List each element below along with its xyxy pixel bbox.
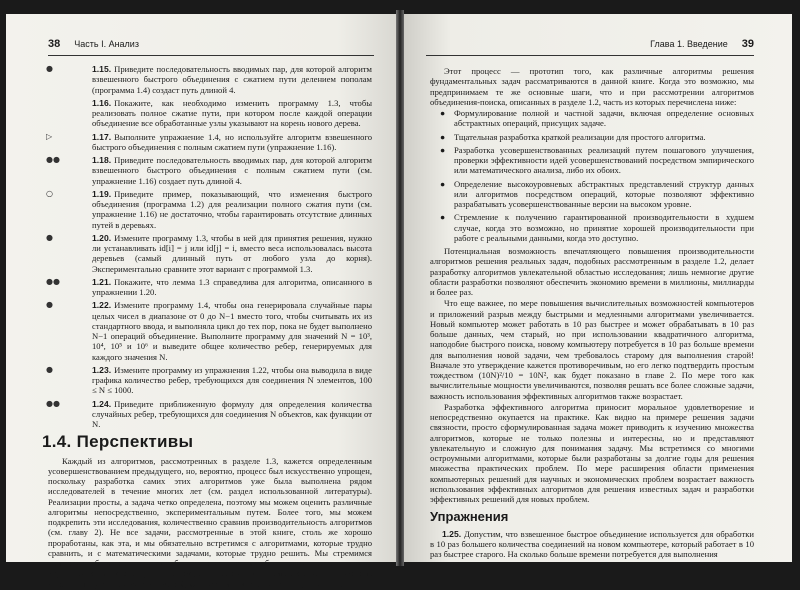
exercise-number: 1.18. bbox=[92, 155, 112, 165]
exercise-item bbox=[430, 529, 754, 560]
exercise-item bbox=[48, 399, 372, 430]
right-header-rule bbox=[426, 55, 754, 56]
left-page bbox=[6, 14, 396, 589]
left-chapter-title: Часть I. Анализ bbox=[74, 39, 139, 49]
exercise-number: 1.20. bbox=[92, 232, 112, 243]
exercise-text: Выполните упражнение 1.4, но используйте алгоритм взвешенного быстрого объединения с полным сжатием пути (упражнение 1.16). bbox=[92, 131, 372, 152]
bullet-list bbox=[430, 108, 754, 243]
exercise-item bbox=[48, 98, 372, 129]
left-exercise-list bbox=[48, 64, 372, 429]
exercise-text: Измените программу 1.3, чтобы в ней для принятия решения, нужно ли устанавливать id[i] = j или id[j] = i, вместо веса использовалась высота деревьев (самый длинный путь от любого узла до корня). Экспериментально сравните этот вариант с программой 1.3. bbox=[92, 232, 372, 274]
exercise-text: Приведите последовательность вводимых пар, для которой алгоритм взвешенного быстрого объединения с полным сжатием пути (см. упражнение 1.16) создает путь длиной 4. bbox=[92, 155, 372, 186]
difficulty-mark: ● bbox=[46, 64, 53, 73]
exercise-text: Допустим, что взвешенное быстрое объединение используется для обработки в 10 раз большего количества соединений на новом компьютере, который работает в 10 раз быстрее старого. На сколько больше времени потребуется для выполнения bbox=[430, 528, 754, 559]
left-header-rule bbox=[48, 55, 374, 56]
bullet-text: Разработка усовершенствованных реализаций путем пошагового улучшения, проверки эффективности идей усовершенствований посредством эмпирического или математического анализа, либо их обоих. bbox=[454, 144, 754, 176]
difficulty-mark: ○ bbox=[46, 188, 53, 198]
intro-paragraph: Этот процесс — прототип того, как различные алгоритмы решения фундаментальных задач рассматриваются в данной книге. Когда это возможно, мы предпринимаем те же основные шаги, что и при рассмотрении алгоритмов объединения-поиска, описанных в разделе 1.2, часть из которых перечислена ниже: bbox=[430, 66, 754, 107]
exercise-item bbox=[48, 189, 372, 230]
right-chapter-title: Глава 1. Введение bbox=[650, 39, 728, 49]
bullet-item bbox=[430, 212, 754, 243]
exercise-text: Покажите, как необходимо изменить программу 1.3, чтобы реализовать полное сжатие пути, при котором после каждой операции объединение все обработанные узлы указывают на корень нового дерева. bbox=[92, 97, 372, 129]
exercise-item bbox=[48, 132, 372, 153]
body-paragraph: Что еще важнее, по мере повышения вычислительных возможностей компьютеров и приложений разрыв между быстрыми и медленными алгоритмами увеличивается. Новый компьютер может работать в 10 раз быстрее и может обрабатывать в 10 раз больше данных, чем старый, но при использовании квадратичного алгоритма, наподобие быстрого поиска, новому компьютеру потребуется в 10 раз больше времени для выполнения новой задачи, чем требовалось старому для выполнения старой! Вначале это утверждение кажется противоречивым, но его легко подтвердить простым тождеством (10N)²/10 = 10N², как будет показано в главе 2. По мере того как вычислительные мощности увеличиваются, позволяя решать все более сложные задачи, важность использования эффективных алгоритмов также возрастает. bbox=[430, 298, 754, 401]
bullet-icon: ● bbox=[440, 212, 446, 223]
exercise-number: 1.25. bbox=[442, 528, 462, 539]
body-paragraph: Разработка эффективного алгоритма приносит моральное удовлетворение и непосредственно окупается на практике. Как видно на примере решения задачи связности, просто сформулированная задача может приводить к изучению множества алгоритмов, которые не только полезны и интересны, но и представляют увлекательную и сложную для понимания задачу. Мы встретимся со многими остроумными алгоритмами, которые были разработаны за долгие годы для решения множества практических проблем. По мере расширения области применения компьютерных решений для научных и экономических проблем возрастает важность использования эффективных алгоритмов для решения известных задач и разработки эффективных решений для новых проблем. bbox=[430, 401, 754, 504]
bullet-text: Определение высокоуровневых абстрактных представлений структур данных или алгоритмов посредством операций, которые позволяют эффективно разрабатывать усовершенствованные версии на высоком уровне. bbox=[454, 178, 754, 209]
bullet-text: Стремление к получению гарантированной производительности в худшем случае, когда это возможно, но принятие хорошей производительности при работе с реальными данными, когда это доступно. bbox=[454, 212, 754, 243]
right-body bbox=[430, 66, 754, 559]
exercises-heading: Упражнения bbox=[430, 509, 509, 525]
exercise-text: Приведите приближенную формулу для определения количества случайных ребер, требующихся для соединения N объектов, как функции от N. bbox=[92, 398, 372, 429]
difficulty-mark: ● bbox=[46, 364, 53, 374]
bullet-item bbox=[430, 179, 754, 210]
exercise-text: Приведите пример, показывающий, что изменения быстрого объединения (программа 1.2) для реализации полного сжатия пути (см. упражнение 1.16) не достаточно, чтобы гарантировать отсутствие длинных путей в деревьях. bbox=[92, 188, 372, 230]
right-page-number: 39 bbox=[741, 38, 754, 50]
exercise-item bbox=[48, 277, 372, 298]
bullet-item bbox=[430, 132, 754, 142]
bullet-icon: ● bbox=[440, 144, 446, 155]
exercise-number: 1.23. bbox=[92, 364, 112, 375]
exercise-text: Приведите последовательность вводимых пар, для которой алгоритм взвешенного быстрого объединения с сжатием пути делением пополам (программа 1.4) создаст путь длиной 4. bbox=[92, 64, 372, 95]
left-running-head bbox=[48, 38, 376, 50]
exercise-number: 1.16. bbox=[92, 97, 112, 108]
section-heading: 1.4. Перспективы bbox=[42, 432, 194, 452]
exercise-text: Покажите, что лемма 1.3 справедлива для алгоритма, описанного в упражнении 1.20. bbox=[92, 276, 372, 297]
left-page-number: 38 bbox=[48, 38, 61, 50]
bullet-icon: ● bbox=[440, 108, 446, 118]
right-page bbox=[404, 14, 792, 562]
exercise-item bbox=[48, 64, 372, 95]
bullet-item bbox=[430, 145, 754, 176]
bullet-icon: ● bbox=[440, 131, 446, 142]
paragraph-list bbox=[430, 246, 754, 504]
book-gutter bbox=[396, 10, 404, 566]
exercise-number: 1.15. bbox=[92, 64, 112, 74]
exercise-item bbox=[48, 300, 372, 362]
left-body bbox=[42, 64, 372, 590]
exercise-item bbox=[48, 365, 372, 396]
exercise-number: 1.21. bbox=[92, 276, 112, 287]
difficulty-mark: ●● bbox=[46, 398, 60, 408]
exercise-text: Измените программу 1.4, чтобы она генерировала случайные пары целых чисел в диапазоне от 0 до N−1 вместо того, чтобы считывать их из стандартного ввода, и выполняла цикл до тех пор, пока не будет выполнено N−1 операций объединение. Выполните программу для значений N = 10³, 10⁴, 10⁵ и 10⁶ и выведите общее количество ребер, генерируемых для каждого значения N. bbox=[92, 300, 372, 362]
body-paragraph: Потенциальная возможность впечатляющего повышения производительности алгоритмов решения реальных задач, подобных рассмотренным в разделе 1.2, делает разработку алгоритмов увлекательной областью исследования; лишь немногие другие области разработки позволяют обеспечить экономию времени в миллионы, миллиарды и более раз. bbox=[430, 246, 754, 297]
exercise-text: Измените программу из упражнения 1.22, чтобы она выводила в виде графика количество ребер, требующихся для соединения N элементов, 100 ≤ N ≤ 1000. bbox=[92, 364, 372, 396]
difficulty-mark: ● bbox=[46, 300, 53, 310]
difficulty-mark: ●● bbox=[46, 155, 60, 164]
right-running-head bbox=[424, 38, 754, 50]
exercise-number: 1.22. bbox=[92, 300, 112, 311]
bullet-icon: ● bbox=[440, 178, 446, 189]
section-paragraph: Каждый из алгоритмов, рассмотренных в разделе 1.3, кажется определенным усовершенствованием предыдущего, но, вероятно, процесс был искусственно упрощен, поскольку разработка самих этих алгоритмов уже была выполнена рядом исследователей в течение многих лет (см. раздел использованной литературы). Реализации просты, а задача четко определена, поэтому мы можем оценить различные алгоритмы непосредственно, экспериментальным путем. Более того, мы можем подкрепить эти исследования, количественно сравнив производительность алгоритмов (см. главу 2). Не все задачи, рассмотренные в этой книге, столь же хорошо проработаны, как эта, и мы обязательно встретимся с алгоритмами, которые трудно сравнить, и с математическими задачами, которые трудно решить. Мы стремимся принимать объективные научно обоснованные решения об используемых алгоритмах, изучая свойства реализаций на примере их выполнения применительно к реальным данным, полученным из приложений, или случайным тестовым наборам данных. bbox=[48, 455, 372, 589]
exercise-number: 1.19. bbox=[92, 188, 112, 199]
bullet-text: Тщательная разработка краткой реализации для простого алгоритма. bbox=[454, 131, 706, 142]
difficulty-mark: ●● bbox=[46, 276, 60, 286]
bullet-item bbox=[430, 108, 754, 129]
exercise-item bbox=[48, 155, 372, 186]
exercise-number: 1.24. bbox=[92, 398, 112, 409]
exercise-item bbox=[48, 233, 372, 274]
bullet-text: Формулирование полной и частной задачи, включая определение основных абстрактных операций, присущих задаче. bbox=[454, 108, 754, 129]
difficulty-mark: ● bbox=[46, 232, 53, 242]
exercise-number: 1.17. bbox=[92, 131, 112, 142]
difficulty-mark: ▷ bbox=[46, 131, 53, 141]
